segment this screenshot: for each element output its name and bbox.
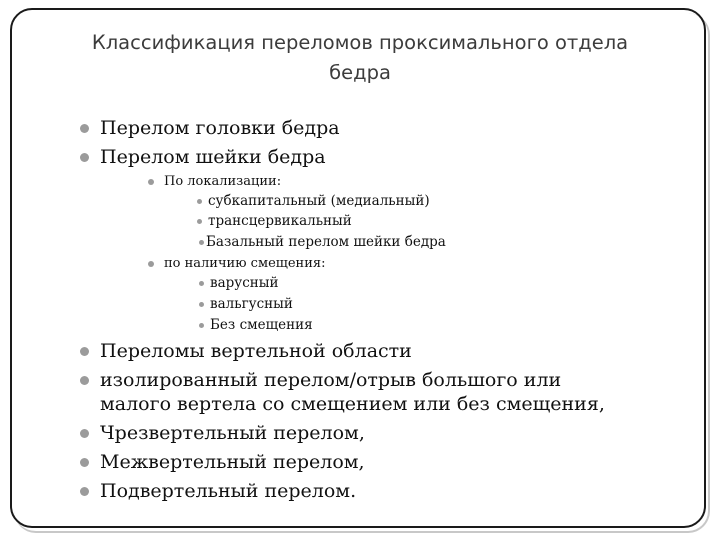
- list-item-isolated-line-1: изолированный перелом/отрыв большого или: [100, 369, 562, 391]
- list-item-trochanteric: Переломы вертельной области: [100, 340, 412, 362]
- list-item-varus: варусный: [210, 275, 279, 291]
- bullet-icon: [199, 281, 204, 286]
- bullet-icon: [80, 429, 89, 438]
- list-item-transtrochanteric: Чрезвертельный перелом,: [100, 422, 365, 444]
- bullet-icon: [197, 219, 202, 224]
- title-line-1: Классификация переломов проксимального отдела: [91, 31, 629, 54]
- bullet-icon: [80, 124, 89, 133]
- list-item-by-location: По локализации:: [164, 174, 282, 189]
- title-line-2: бедра: [329, 61, 391, 84]
- list-item-transcervical: трансцервикальный: [208, 213, 352, 229]
- list-item-by-displacement: по наличию смещения:: [164, 256, 326, 271]
- bullet-icon: [199, 240, 204, 245]
- bullet-icon: [80, 458, 89, 467]
- bullet-icon: [199, 323, 204, 328]
- list-item-subcapital: субкапитальный (медиальный): [208, 193, 430, 209]
- bullet-icon: [197, 199, 202, 204]
- list-item-subtrochanteric: Подвертельный перелом.: [100, 480, 357, 502]
- bullet-icon: [80, 376, 89, 385]
- list-item-no-displacement: Без смещения: [210, 317, 313, 333]
- list-item-valgus: вальгусный: [210, 296, 293, 312]
- bullet-icon: [148, 261, 154, 267]
- bullet-icon: [80, 347, 89, 356]
- bullet-icon: [148, 179, 154, 185]
- bullet-icon: [80, 487, 89, 496]
- list-item-femoral-head: Перелом головки бедра: [100, 117, 340, 139]
- bullet-icon: [80, 153, 89, 162]
- list-item-intertrochanteric: Межвертельный перелом,: [100, 451, 365, 473]
- list-item-isolated-line-2: малого вертела со смещением или без смещения,: [100, 393, 605, 415]
- list-item-basal: Базальный перелом шейки бедра: [206, 234, 446, 250]
- slide-title: [40, 28, 680, 88]
- list-item-femoral-neck: Перелом шейки бедра: [100, 146, 326, 168]
- bullet-icon: [199, 302, 204, 307]
